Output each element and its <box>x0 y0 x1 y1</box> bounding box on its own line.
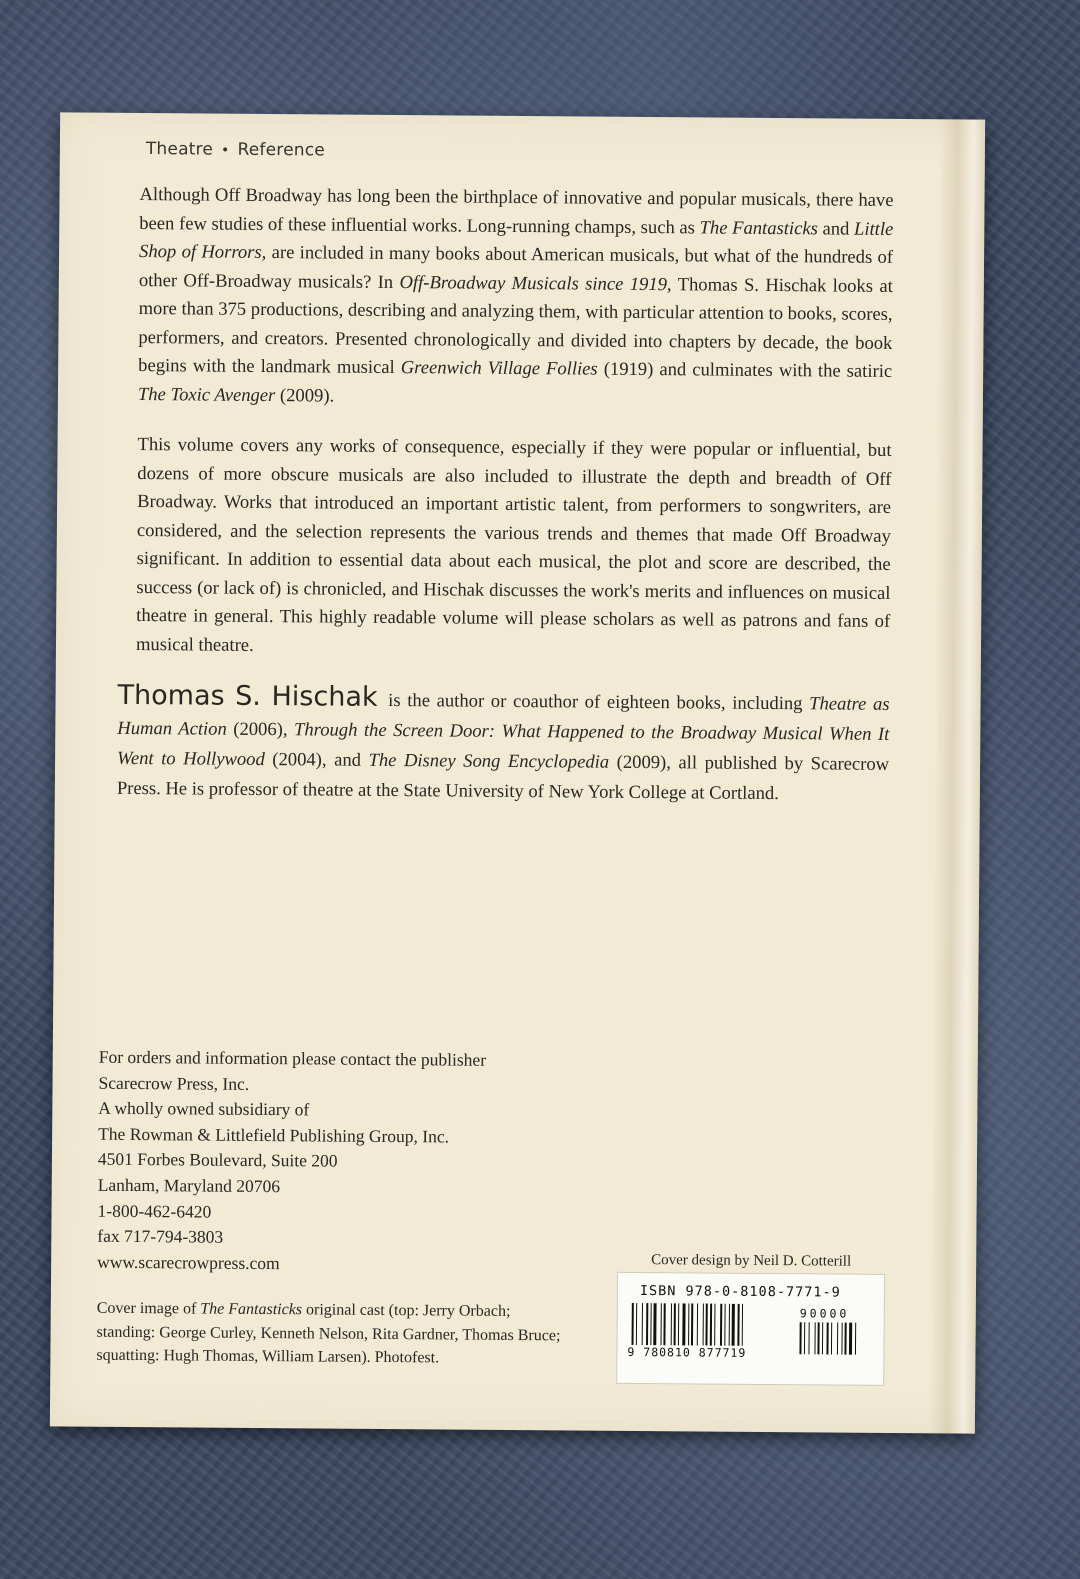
contact-line: A wholly owned subsidiary of <box>98 1097 310 1120</box>
contact-line: Scarecrow Press, Inc. <box>98 1072 250 1094</box>
bio-text-2: (2006), <box>226 718 295 741</box>
category-separator: • <box>221 142 230 159</box>
author-name: Thomas S. Hischak <box>117 679 378 713</box>
title-the-fantasticks-credit: The Fantasticks <box>200 1300 303 1319</box>
ean-digits: 9 780810 877719 <box>627 1344 747 1360</box>
category-line <box>146 139 894 165</box>
isbn-text: ISBN 978-0-8108-7771-9 <box>639 1282 841 1301</box>
isbn-barcode <box>616 1272 885 1386</box>
title-off-broadway-musicals: Off-Broadway Musicals since 1919 <box>399 271 668 295</box>
barcode-addon-bar <box>831 1322 832 1354</box>
barcode-bar <box>650 1303 651 1347</box>
cover-design-credit: Cover design by Neil D. Cotterill <box>651 1252 852 1270</box>
credit-text-2: original cast (top: Jerry Orbach; standing: George Curley, Kenneth Nelson, Rita Gardner, Thomas Bruce; squatting: Hugh Thomas, William Larsen). Photofest. <box>96 1301 561 1367</box>
title-through-the-screen-door: Through the Screen Door: What Happened to the Broadway Musical When It Went to Hollywood <box>117 719 890 771</box>
p1-text-5: (1919) and culminates with the satiric <box>597 358 893 382</box>
barcode-addon-bar <box>804 1322 805 1354</box>
barcode-addon-bar <box>844 1323 846 1355</box>
contact-line: 4501 Forbes Boulevard, Suite 200 <box>97 1149 338 1171</box>
barcode-bar <box>714 1304 715 1348</box>
title-disney-song-encyclopedia: The Disney Song Encyclopedia <box>368 749 610 773</box>
barcode-bar <box>724 1304 725 1348</box>
barcode-bar <box>720 1304 722 1348</box>
book-back-cover <box>50 112 985 1433</box>
category-reference: Reference <box>237 139 326 161</box>
barcode-bar <box>732 1304 735 1348</box>
barcode-addon-bar <box>808 1322 809 1354</box>
barcode-bar <box>674 1303 676 1347</box>
barcode-bar <box>663 1303 665 1347</box>
cover-image-credit <box>96 1297 567 1371</box>
barcode-bar <box>653 1303 656 1347</box>
barcode-bar <box>705 1303 707 1347</box>
description-paragraph-2: This volume covers any works of consequence, especially if they were popular or influential, but dozens of more obscure musicals are also included to illustrate the depth and breadth of Off Broadway. Works that introduced an important artistic talent, from performers to songwriters, are considered, and the selection represents the various trends and themes that made Off Broadway significant. In addition to essential data about each musical, the plot and score are described, the success (or lack of) is chronicled, and Hischak discusses the work's merits and influences on musical theatre in general. This highly readable volume will please scholars as well as patrons and fans of musical theatre. <box>135 434 892 656</box>
barcode-addon-bar <box>817 1322 819 1354</box>
p1-text-4: , Thomas S. Hischak looks at more than 375 productions, describing and analyzing them, with particular attention to books, scores, performers, and creators. Presented chronologically and divided into chapters by decade, the book begins with the landmark musical <box>138 273 893 379</box>
barcode-bar <box>671 1303 672 1347</box>
barcode-bar <box>703 1303 704 1347</box>
barcode-bar <box>710 1304 712 1348</box>
barcode-addon-bar <box>841 1323 842 1355</box>
barcode-bar <box>697 1303 698 1347</box>
barcode-addon-bar <box>855 1323 856 1355</box>
credit-text-1: Cover image of <box>96 1299 201 1318</box>
p1-text-6: (2009). <box>275 384 335 407</box>
barcode-bar <box>678 1303 679 1347</box>
publisher-contact <box>97 1045 486 1278</box>
barcode-bar <box>729 1304 730 1348</box>
bio-text-3: (2004), and <box>264 749 369 771</box>
bio-text-4: (2009), all published by Scarecrow Press. He is professor of theatre at the State University of New York College at Cortland. <box>116 751 890 805</box>
barcode-bar <box>642 1303 643 1347</box>
contact-line: www.scarecrowpress.com <box>97 1251 280 1273</box>
contact-line: fax 717-794-3803 <box>97 1225 224 1247</box>
p1-text-3: , are included in many books about American musicals, but what of the hundreds of other Off-Broadway musicals? In <box>138 241 894 293</box>
barcode-addon-bar <box>814 1322 815 1354</box>
contact-line: 1-800-462-6420 <box>97 1200 212 1222</box>
contact-line: For orders and information please contact the publisher <box>98 1046 487 1070</box>
description-paragraph-1 <box>138 181 894 415</box>
barcode-addon-bar <box>822 1322 823 1354</box>
barcode-bar <box>688 1303 689 1347</box>
category-theatre: Theatre <box>145 139 214 160</box>
title-little-shop: Little Shop of Horrors <box>139 218 894 263</box>
cover-text-area <box>113 139 894 810</box>
barcode-bar <box>646 1303 648 1347</box>
barcode-bar <box>691 1303 693 1347</box>
p1-text-1: Although Off Broadway has long been the birthplace of innovative and popular musicals, there have been few studies of these influential works. Long-running champs, such as <box>139 184 894 238</box>
p1-text-2: and <box>817 217 855 240</box>
title-toxic-avenger: The Toxic Avenger <box>137 383 276 406</box>
title-theatre-as-human-action: Theatre as Human Action <box>117 693 890 740</box>
barcode-addon-bar <box>799 1322 801 1354</box>
contact-line: The Rowman & Littlefield Publishing Group, Inc. <box>98 1123 450 1147</box>
barcode-addon-bar <box>826 1322 828 1354</box>
bio-text-1: is the author or coauthor of eighteen books, including <box>381 689 810 715</box>
barcode-addon-bar <box>849 1323 852 1355</box>
barcode-bar <box>682 1303 685 1347</box>
author-bio <box>117 681 890 810</box>
price-code: 90000 <box>799 1306 850 1321</box>
contact-line: Lanham, Maryland 20706 <box>97 1174 281 1197</box>
barcode-addon-bar <box>837 1323 838 1355</box>
barcode-bar <box>660 1303 661 1347</box>
title-the-fantasticks: The Fantasticks <box>699 216 818 239</box>
title-greenwich-village-follies: Greenwich Village Follies <box>400 357 598 380</box>
